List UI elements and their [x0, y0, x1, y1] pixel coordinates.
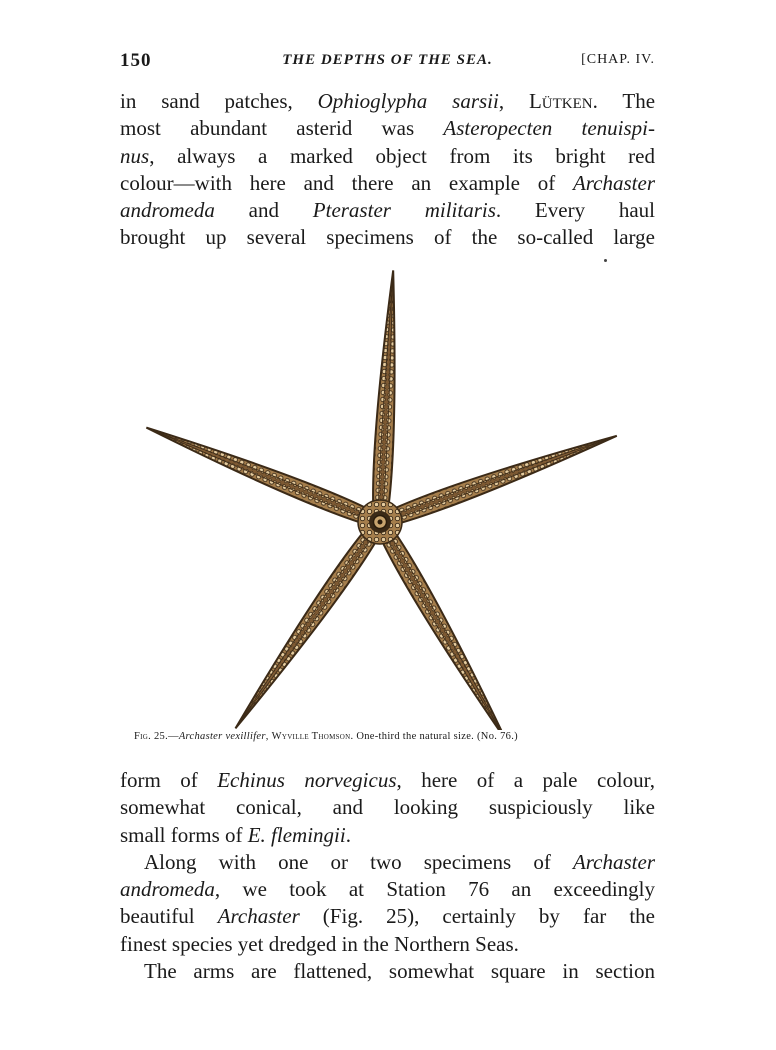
figure-caption: Fig. 25.—Archaster vexillifer, Wyville Thomson. One-third the natural size. (No. 76.) — [134, 731, 518, 742]
text-line: small forms of E. flemingii. — [120, 822, 351, 847]
paragraph-bottom — [120, 767, 655, 985]
starfish-illustration — [140, 270, 640, 730]
running-title: THE DEPTHS OF THE SEA. — [282, 52, 493, 68]
starfish-figure — [140, 270, 640, 730]
text-line: andromeda and Pteraster militaris. Every haul — [120, 198, 656, 223]
text-line: The arms are flattened, somewhat square in section — [144, 959, 655, 984]
page-number: 150 — [120, 50, 152, 71]
text-line: andromeda, we took at Station 76 an exceedingly — [120, 877, 655, 902]
text-line: beautiful Archaster (Fig. 25), certainly by far the — [120, 904, 656, 929]
text-line: in sand patches, Ophioglypha sarsii, Lütken. The — [120, 89, 656, 113]
text-line: most abundant asterid was Asteropecten tenuispi- — [120, 116, 655, 141]
text-line: nus, always a marked object from its bright red — [120, 143, 655, 168]
text-line: finest species yet dredged in the Northern Seas. — [120, 931, 519, 956]
text-line: form of Echinus norvegicus, here of a pale colour, — [120, 768, 656, 792]
text-line: Along with one or two specimens of Archaster — [144, 849, 655, 874]
text-line: colour—with here and there an example of Archaster — [120, 170, 655, 195]
print-speck — [604, 259, 607, 262]
text-line: brought up several specimens of the so-called large — [120, 225, 655, 250]
running-header — [120, 50, 655, 74]
text-line: somewhat conical, and looking suspiciously like — [120, 795, 655, 820]
paragraph-top — [120, 88, 655, 252]
chapter-label: [CHAP. IV. — [581, 52, 655, 67]
